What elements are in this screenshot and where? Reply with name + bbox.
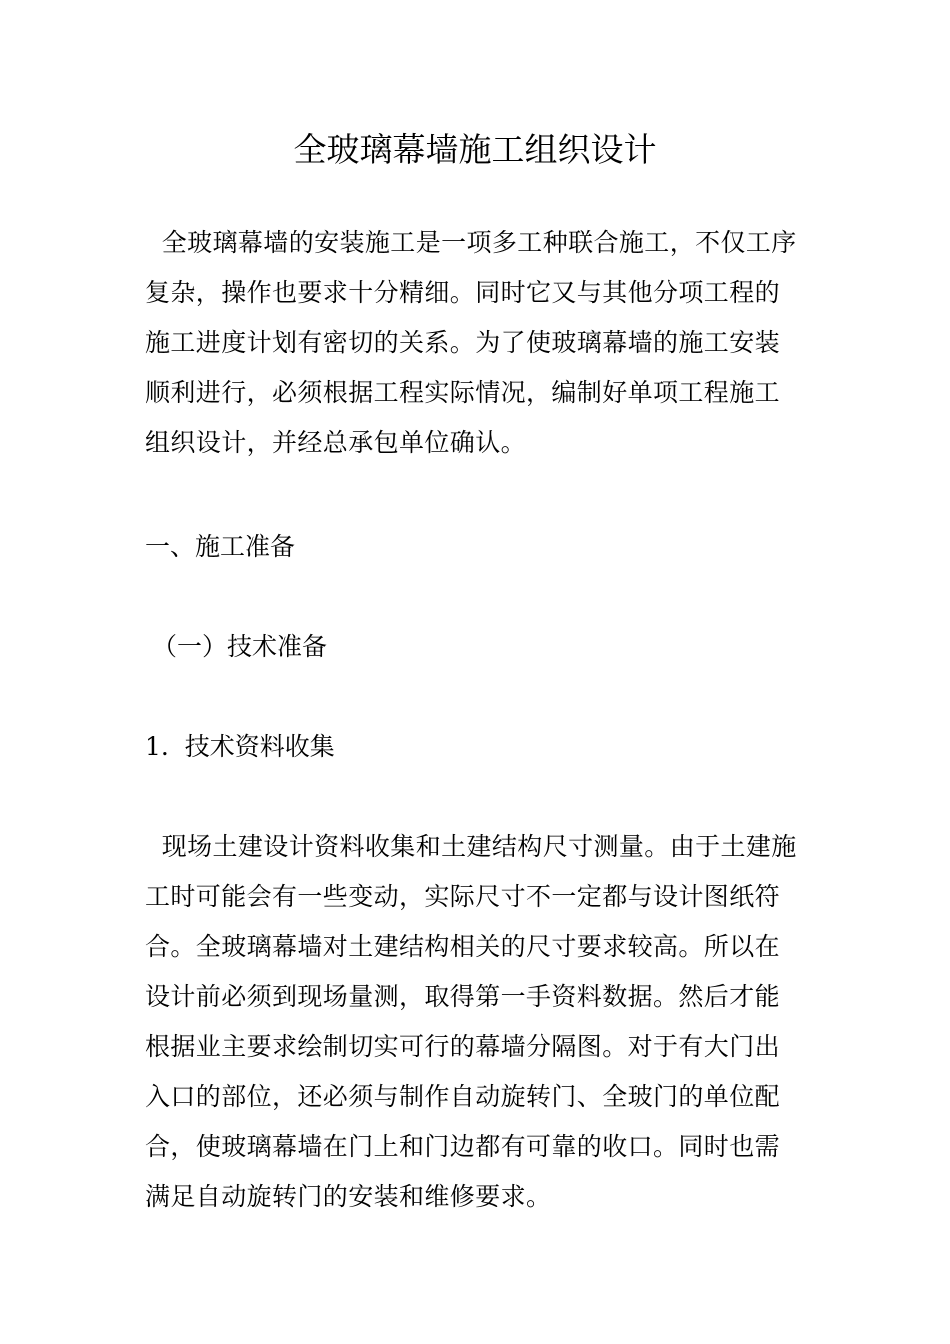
section-heading: 一、施工准备 (145, 532, 296, 561)
text-line: 入口的部位，还必须与制作自动旋转门、全玻门的单位配 (145, 1082, 781, 1111)
text-line: 施工进度计划有密切的关系。为了使玻璃幕墙的施工安装 (145, 328, 781, 357)
text-line: 满足自动旋转门的安装和维修要求。 (145, 1182, 552, 1211)
text-line: 组织设计，并经总承包单位确认。 (145, 428, 527, 457)
text-line: 复杂，操作也要求十分精细。同时它又与其他分项工程的 (145, 278, 781, 307)
body-paragraph (145, 822, 810, 1222)
text-line: 顺利进行，必须根据工程实际情况，编制好单项工程施工 (145, 378, 781, 407)
subsection-heading: （一）技术准备 (152, 632, 328, 661)
text-line: 设计前必须到现场量测，取得第一手资料数据。然后才能 (145, 982, 781, 1011)
text-line: 工时可能会有一些变动，实际尺寸不一定都与设计图纸符 (145, 882, 781, 911)
text-line: 合。全玻璃幕墙对土建结构相关的尺寸要求较高。所以在 (145, 932, 781, 961)
text-line: 根据业主要求绘制切实可行的幕墙分隔图。对于有大门出 (145, 1032, 781, 1061)
item-heading: 1. 技术资料收集 (145, 732, 335, 761)
text-line: 全玻璃幕墙的安装施工是一项多工种联合施工，不仅工序 (145, 228, 797, 257)
intro-paragraph (145, 218, 810, 468)
text-line: 现场土建设计资料收集和土建结构尺寸测量。由于土建施 (145, 832, 797, 861)
document-title: 全玻璃幕墙施工组织设计 (293, 130, 657, 169)
text-line: 合，使玻璃幕墙在门上和门边都有可靠的收口。同时也需 (145, 1132, 781, 1161)
